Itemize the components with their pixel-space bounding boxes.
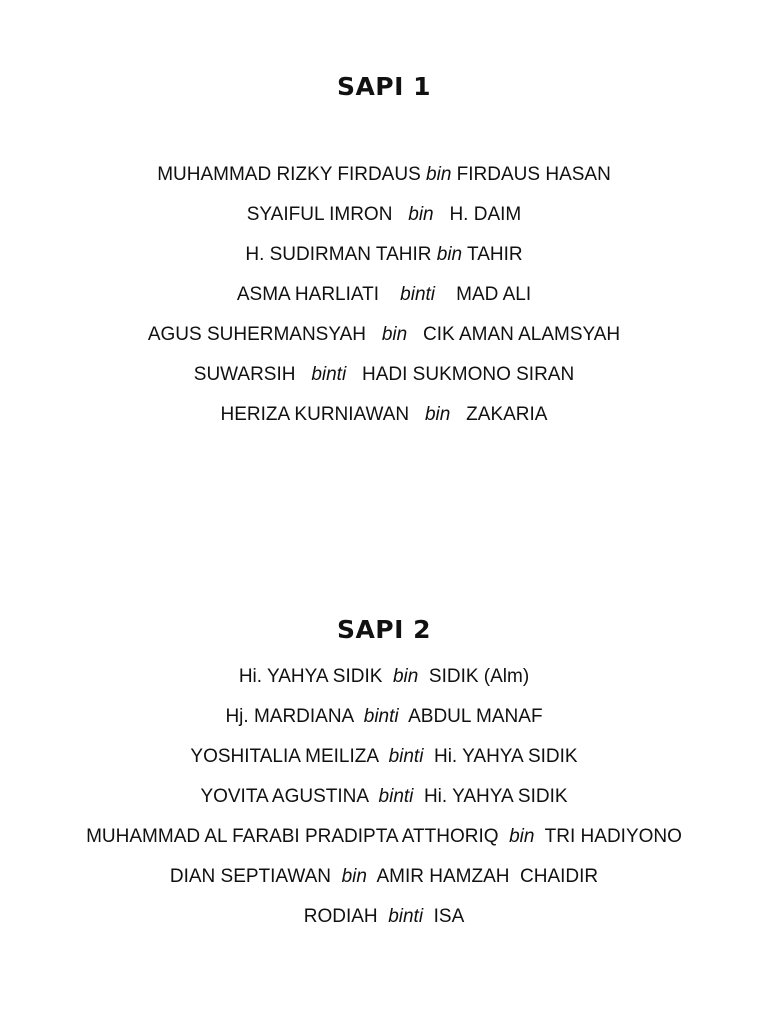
relation-word: bin xyxy=(408,204,434,225)
parent-name: AMIR HAMZAH CHAIDIR xyxy=(366,866,599,887)
relation-word: binti xyxy=(388,906,424,927)
relation-word: binti xyxy=(388,746,424,767)
parent-name: Hi. YAHYA SIDIK xyxy=(413,786,568,807)
list-item xyxy=(0,817,768,857)
section-sapi-1 xyxy=(0,72,768,435)
person-name: MUHAMMAD AL FARABI PRADIPTA ATTHORIQ xyxy=(86,826,510,847)
list-item xyxy=(0,395,768,435)
person-name: H. SUDIRMAN TAHIR xyxy=(245,244,437,265)
name-list xyxy=(0,657,768,937)
relation-word: binti xyxy=(400,284,436,305)
parent-name: H. DAIM xyxy=(433,204,522,225)
relation-word: bin xyxy=(436,244,463,265)
list-item xyxy=(0,155,768,195)
person-name: RODIAH xyxy=(303,906,389,927)
person-name: ASMA HARLIATI xyxy=(236,284,401,305)
person-name: DIAN SEPTIAWAN xyxy=(169,866,342,887)
parent-name: FIRDAUS HASAN xyxy=(451,164,611,185)
name-list xyxy=(0,155,768,435)
relation-word: bin xyxy=(424,404,451,425)
list-item xyxy=(0,315,768,355)
parent-name: MAD ALI xyxy=(435,284,532,305)
parent-name: Hi. YAHYA SIDIK xyxy=(423,746,578,767)
person-name: YOVITA AGUSTINA xyxy=(200,786,379,807)
relation-word: bin xyxy=(341,866,367,887)
list-item xyxy=(0,657,768,697)
person-name: Hi. YAHYA SIDIK xyxy=(238,666,393,687)
section-title: SAPI 2 xyxy=(336,615,432,644)
parent-name: ISA xyxy=(423,906,465,927)
parent-name: TAHIR xyxy=(462,244,523,265)
parent-name: HADI SUKMONO SIRAN xyxy=(346,364,575,385)
section-title: SAPI 1 xyxy=(336,72,432,101)
relation-word: binti xyxy=(378,786,414,807)
relation-word: bin xyxy=(509,826,535,847)
section-sapi-2 xyxy=(0,615,768,937)
list-item xyxy=(0,275,768,315)
list-item xyxy=(0,355,768,395)
person-name: MUHAMMAD RIZKY FIRDAUS xyxy=(157,164,427,185)
parent-name: ZAKARIA xyxy=(450,404,548,425)
person-name: AGUS SUHERMANSYAH xyxy=(147,324,382,345)
parent-name: SIDIK (Alm) xyxy=(418,666,530,687)
list-item xyxy=(0,897,768,937)
person-name: YOSHITALIA MEILIZA xyxy=(190,746,389,767)
list-item xyxy=(0,235,768,275)
relation-word: bin xyxy=(426,164,452,185)
person-name: SYAIFUL IMRON xyxy=(246,204,409,225)
list-item xyxy=(0,737,768,777)
person-name: SUWARSIH xyxy=(193,364,312,385)
person-name: Hj. MARDIANA xyxy=(225,706,364,727)
relation-word: bin xyxy=(381,324,408,345)
list-item xyxy=(0,857,768,897)
person-name: HERIZA KURNIAWAN xyxy=(220,404,425,425)
parent-name: CIK AMAN ALAMSYAH xyxy=(407,324,621,345)
relation-word: binti xyxy=(363,706,399,727)
list-item xyxy=(0,697,768,737)
parent-name: TRI HADIYONO xyxy=(534,826,682,847)
relation-word: bin xyxy=(392,666,419,687)
relation-word: binti xyxy=(311,364,347,385)
list-item xyxy=(0,195,768,235)
list-item xyxy=(0,777,768,817)
parent-name: ABDUL MANAF xyxy=(398,706,543,727)
